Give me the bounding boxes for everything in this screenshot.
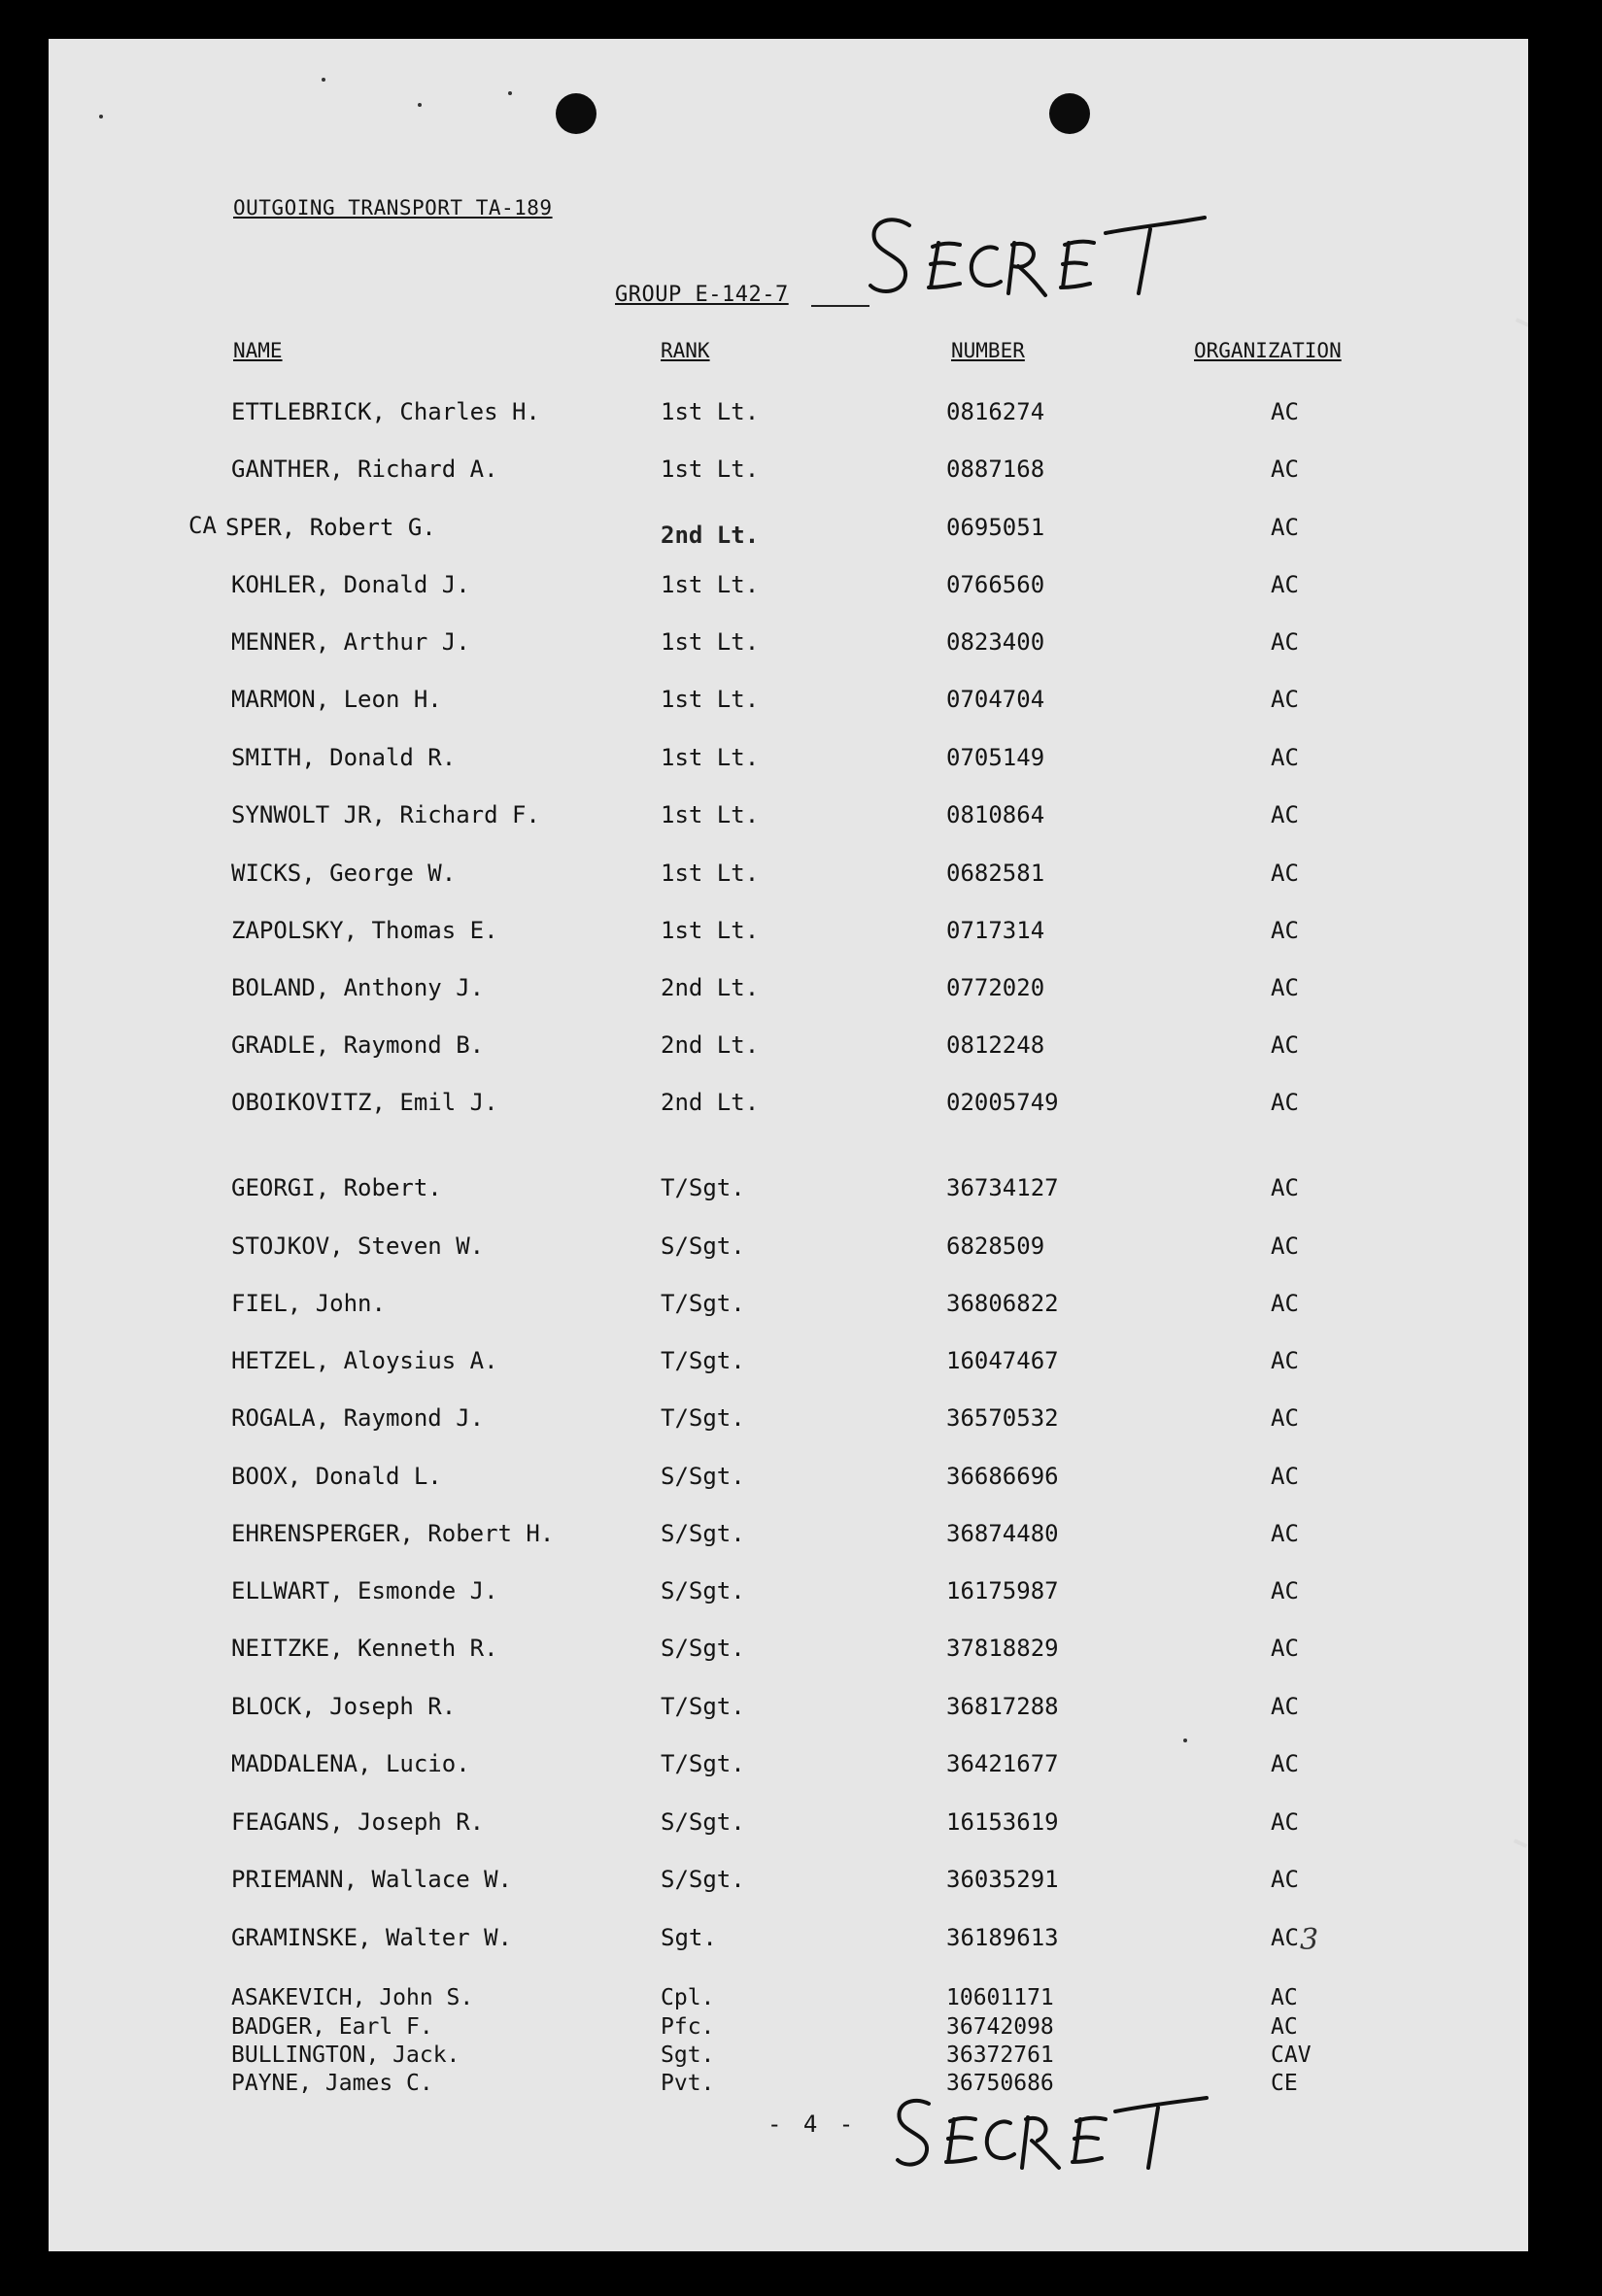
member-rank: S/Sgt. [661,1577,745,1604]
serial-number: 0810864 [946,801,1045,828]
member-name: GEORGI, Robert. [231,1174,442,1201]
serial-number: 36372761 [946,2043,1054,2068]
serial-number: 0823400 [946,628,1045,656]
table-row [49,1089,1528,1128]
serial-number: 37818829 [946,1635,1059,1662]
punch-hole-right [1049,93,1090,134]
table-row [49,1577,1528,1616]
member-name: GANTHER, Richard A. [231,456,498,483]
member-name: NEITZKE, Kenneth R. [231,1635,498,1662]
serial-number: 36570532 [946,1404,1059,1432]
organization: AC [1271,1924,1299,1951]
column-header-number: NUMBER [951,339,1025,362]
table-row [49,1750,1528,1789]
organization: AC [1271,974,1299,1001]
member-name: ZAPOLSKY, Thomas E. [231,917,498,944]
organization: AC [1271,744,1299,771]
member-rank: 2nd Lt. [661,974,760,1001]
table-row [49,628,1528,667]
edge-speck [1516,318,1528,327]
organization: AC [1271,1520,1299,1547]
serial-number: 0682581 [946,860,1045,887]
member-rank: 1st Lt. [661,860,760,887]
member-rank: 1st Lt. [661,686,760,713]
organization: AC [1271,1031,1299,1059]
table-row [49,1985,1528,2014]
member-rank: T/Sgt. [661,1290,745,1317]
serial-number: 36421677 [946,1750,1059,1777]
table-row [49,398,1528,437]
serial-number: 16047467 [946,1347,1059,1374]
organization: AC [1271,917,1299,944]
member-name: SPER, Robert G. [225,514,436,541]
organization: AC [1271,1577,1299,1604]
organization: AC [1271,1985,1298,2010]
overstruck-rank: 2nd Lt. [661,522,760,549]
member-name: BLOCK, Joseph R. [231,1693,457,1720]
organization: CE [1271,2071,1298,2096]
serial-number: 0704704 [946,686,1045,713]
table-row [49,456,1528,494]
punch-hole-left [556,93,596,134]
table-row [49,1635,1528,1673]
member-rank: Cpl. [661,1985,715,2010]
member-name: ETTLEBRICK, Charles H. [231,398,540,425]
member-name: FIEL, John. [231,1290,386,1317]
member-rank: S/Sgt. [661,1232,745,1260]
table-row [49,1693,1528,1732]
member-rank: T/Sgt. [661,1347,745,1374]
member-name: EHRENSPERGER, Robert H. [231,1520,555,1547]
organization: AC [1271,1347,1299,1374]
serial-number: 0766560 [946,571,1045,598]
member-rank: 2nd Lt. [661,1089,760,1116]
organization: AC [1271,801,1299,828]
member-rank: 1st Lt. [661,456,760,483]
serial-number: 36189613 [946,1924,1059,1951]
member-name: MADDALENA, Lucio. [231,1750,470,1777]
member-rank: 1st Lt. [661,628,760,656]
serial-number: 36874480 [946,1520,1059,1547]
serial-number: 10601171 [946,1985,1054,2010]
organization: AC [1271,1232,1299,1260]
member-rank: Pfc. [661,2014,715,2040]
group-label: GROUP E-142-7 [615,283,789,307]
speck [99,115,103,118]
column-header-rank: RANK [661,339,710,362]
table-row [49,974,1528,1013]
organization: AC [1271,1866,1299,1893]
serial-number: 16153619 [946,1808,1059,1836]
member-name: BOLAND, Anthony J. [231,974,485,1001]
organization: AC [1271,398,1299,425]
member-rank: T/Sgt. [661,1750,745,1777]
member-name: KOHLER, Donald J. [231,571,470,598]
serial-number: 16175987 [946,1577,1059,1604]
member-name: GRAMINSKE, Walter W. [231,1924,512,1951]
table-row [49,514,1528,553]
speck [322,78,325,82]
member-rank: 1st Lt. [661,398,760,425]
member-rank: Pvt. [661,2071,715,2096]
column-header-name: NAME [233,339,283,362]
table-row [49,1232,1528,1271]
serial-number: 02005749 [946,1089,1059,1116]
speck [1183,1739,1187,1742]
member-rank: T/Sgt. [661,1693,745,1720]
member-name: FEAGANS, Joseph R. [231,1808,485,1836]
organization: AC [1271,456,1299,483]
serial-number: 36817288 [946,1693,1059,1720]
table-row [49,571,1528,610]
serial-number: 0812248 [946,1031,1045,1059]
organization: AC [1271,571,1299,598]
member-rank: Sgt. [661,1924,717,1951]
organization: AC [1271,1404,1299,1432]
member-rank: 1st Lt. [661,744,760,771]
serial-number: 0705149 [946,744,1045,771]
table-row [49,860,1528,898]
secret-handwritten-stamp-top [863,204,1212,311]
member-name: SMITH, Donald R. [231,744,457,771]
serial-number: 36742098 [946,2014,1054,2040]
member-name: PAYNE, James C. [231,2071,433,2096]
organization: CAV [1271,2043,1312,2068]
table-row [49,686,1528,725]
organization: AC [1271,628,1299,656]
table-row [49,1174,1528,1213]
member-rank: Sgt. [661,2043,715,2068]
organization: AC [1271,1635,1299,1662]
table-row [49,1520,1528,1559]
table-row [49,801,1528,840]
secret-handwritten-stamp-bottom [890,2090,1210,2178]
serial-number: 0816274 [946,398,1045,425]
speck [418,103,422,107]
member-name: MENNER, Arthur J. [231,628,470,656]
serial-number: 36035291 [946,1866,1059,1893]
table-row [49,1808,1528,1847]
member-name: OBOIKOVITZ, Emil J. [231,1089,498,1116]
table-row [49,917,1528,956]
organization: AC [1271,1174,1299,1201]
member-rank: S/Sgt. [661,1463,745,1490]
speck [508,91,512,95]
serial-number: 36806822 [946,1290,1059,1317]
serial-number: 0887168 [946,456,1045,483]
organization: AC [1271,1089,1299,1116]
table-row [49,1866,1528,1905]
member-name: WICKS, George W. [231,860,457,887]
serial-number: 0772020 [946,974,1045,1001]
table-row [49,1031,1528,1070]
member-rank: 1st Lt. [661,801,760,828]
member-name: GRADLE, Raymond B. [231,1031,485,1059]
member-rank: 2nd Lt. [661,1031,760,1059]
handwritten-mark: 3 [1300,1923,1319,1957]
member-rank: T/Sgt. [661,1174,745,1201]
organization: AC [1271,686,1299,713]
member-name: ASAKEVICH, John S. [231,1985,474,2010]
member-name: MARMON, Leon H. [231,686,442,713]
serial-number: 0717314 [946,917,1045,944]
member-rank: 1st Lt. [661,917,760,944]
member-name: ROGALA, Raymond J. [231,1404,485,1432]
organization: AC [1271,1808,1299,1836]
table-row [49,1347,1528,1386]
member-rank: S/Sgt. [661,1866,745,1893]
table-row [49,1404,1528,1443]
group-underline [811,305,869,307]
organization: AC [1271,1463,1299,1490]
transport-title: OUTGOING TRANSPORT TA-189 [233,196,553,219]
organization: AC [1271,860,1299,887]
member-name: PRIEMANN, Wallace W. [231,1866,512,1893]
member-name: BOOX, Donald L. [231,1463,442,1490]
organization: AC [1271,1290,1299,1317]
member-name: STOJKOV, Steven W. [231,1232,485,1260]
table-row [49,2043,1528,2072]
document-page [49,39,1528,2251]
member-rank: S/Sgt. [661,1635,745,1662]
margin-mark: CA [188,512,217,539]
member-name: HETZEL, Aloysius A. [231,1347,498,1374]
serial-number: 36750686 [946,2071,1054,2096]
table-row [49,1290,1528,1329]
serial-number: 6828509 [946,1232,1045,1260]
member-name: BADGER, Earl F. [231,2014,433,2040]
table-row [49,744,1528,783]
member-name: BULLINGTON, Jack. [231,2043,460,2068]
organization: AC [1271,2014,1298,2040]
organization: AC [1271,1750,1299,1777]
organization: AC [1271,1693,1299,1720]
organization: AC [1271,514,1299,541]
table-row [49,2071,1528,2100]
member-name: SYNWOLT JR, Richard F. [231,801,540,828]
member-rank: 1st Lt. [661,571,760,598]
member-rank: S/Sgt. [661,1808,745,1836]
member-name: ELLWART, Esmonde J. [231,1577,498,1604]
member-rank: S/Sgt. [661,1520,745,1547]
serial-number: 0695051 [946,514,1045,541]
table-row [49,2014,1528,2043]
member-rank: T/Sgt. [661,1404,745,1432]
column-header-organization: ORGANIZATION [1194,339,1342,362]
serial-number: 36734127 [946,1174,1059,1201]
table-row [49,1463,1528,1502]
page-number: - 4 - [767,2110,858,2138]
serial-number: 36686696 [946,1463,1059,1490]
